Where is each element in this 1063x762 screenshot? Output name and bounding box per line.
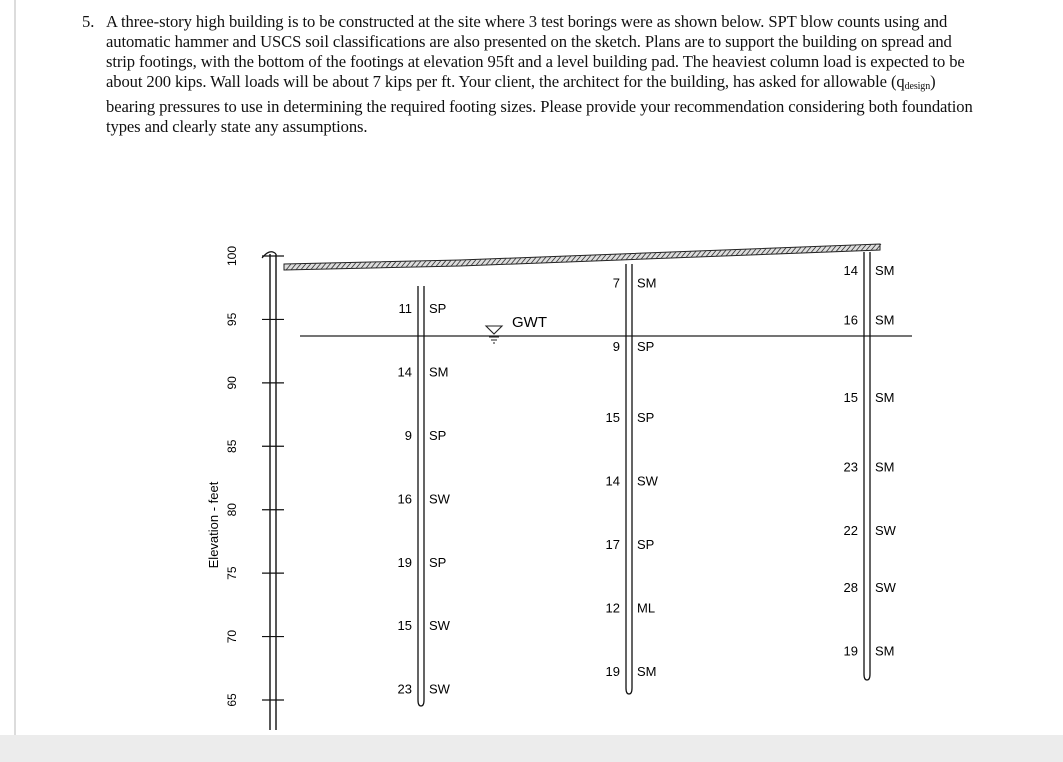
borehole-casing [626, 264, 632, 694]
uscs-soil-class: SP [429, 427, 447, 443]
uscs-soil-class: SM [875, 263, 895, 279]
problem-text-part2: ) bearing pressures to use in determining the required footing sizes. Please provide your recommendation considering both foundation types and clearly state any assumptions. [106, 72, 973, 136]
axis-tick-label: 85 [225, 439, 239, 453]
axis-tick-label: 95 [225, 312, 239, 327]
spt-blow-count: 15 [397, 618, 412, 634]
uscs-soil-class: SM [429, 364, 449, 380]
uscs-soil-class: SP [429, 554, 447, 570]
spt-blow-count: 15 [605, 410, 620, 426]
spt-blow-count: 9 [404, 427, 412, 443]
uscs-soil-class: SM [637, 663, 657, 679]
uscs-soil-class: SW [637, 473, 658, 489]
uscs-soil-class: SM [875, 459, 895, 475]
spt-blow-count: 19 [843, 643, 858, 659]
boring-2 [606, 264, 659, 694]
gwt-symbol-icon [486, 326, 502, 343]
spt-blow-count: 7 [612, 275, 620, 291]
uscs-soil-class: SM [875, 643, 895, 659]
spt-blow-count: 16 [397, 491, 412, 507]
axis-top-cap [262, 252, 276, 258]
spt-blow-count: 15 [843, 389, 858, 405]
uscs-soil-class: SW [875, 580, 896, 596]
spt-blow-count: 17 [605, 537, 620, 553]
uscs-soil-class: SM [875, 312, 895, 328]
problem-text-part1: A three-story high building is to be constructed at the site where 3 test borings were as shown below. SPT blow counts using and automatic hammer and USCS soil classifications are also presented on the sketch. Plans are to support the building on spread and strip footings, with the bottom of the footings at elevation 95ft and a level building pad. The heaviest column load is expected to be about 200 kips. Wall loads will be about 7 kips per ft. Your client, the architect for the building, has asked for allowable (q [106, 12, 965, 91]
spt-blow-count: 19 [397, 554, 412, 570]
spt-blow-count: 14 [605, 473, 620, 489]
q-subscript: design [904, 81, 931, 92]
spt-blow-count: 23 [843, 459, 858, 475]
spt-blow-count: 22 [843, 523, 858, 539]
gwt-label: GWT [512, 314, 547, 331]
uscs-soil-class: SP [637, 537, 655, 553]
problem-number: 5. [82, 12, 95, 31]
uscs-soil-class: SP [637, 339, 655, 355]
borings [398, 252, 897, 706]
elevation-axis [206, 246, 284, 730]
uscs-soil-class: SW [429, 491, 450, 507]
bottom-bar [0, 735, 1063, 762]
uscs-soil-class: SM [875, 389, 895, 405]
boring-3 [844, 252, 897, 680]
spt-blow-count: 9 [612, 339, 620, 355]
spt-blow-count: 19 [605, 663, 620, 679]
axis-tick-label: 100 [225, 245, 239, 267]
spt-blow-count: 14 [397, 364, 412, 380]
borehole-casing [864, 252, 870, 680]
axis-tick-label: 90 [225, 376, 239, 390]
spt-blow-count: 11 [398, 301, 412, 317]
uscs-soil-class: SM [637, 275, 657, 291]
uscs-soil-class: SP [429, 301, 447, 317]
spt-blow-count: 16 [843, 312, 858, 328]
uscs-soil-class: SW [875, 523, 896, 539]
uscs-soil-class: SW [429, 681, 450, 697]
spt-blow-count: 23 [397, 681, 412, 697]
axis-tick-label: 70 [225, 629, 239, 644]
uscs-soil-class: SW [429, 618, 450, 634]
axis-tick-label: 80 [225, 503, 239, 517]
borehole-casing [418, 286, 424, 706]
spt-blow-count: 14 [843, 263, 858, 279]
boring-1 [398, 286, 451, 706]
spt-blow-count: 12 [605, 600, 620, 616]
axis-label: Elevation - feet [206, 481, 221, 569]
axis-tick-label: 75 [225, 566, 239, 580]
uscs-soil-class: SP [637, 410, 655, 426]
spt-blow-count: 28 [843, 580, 858, 596]
uscs-soil-class: ML [637, 600, 656, 616]
axis-tick-label: 65 [225, 693, 239, 707]
